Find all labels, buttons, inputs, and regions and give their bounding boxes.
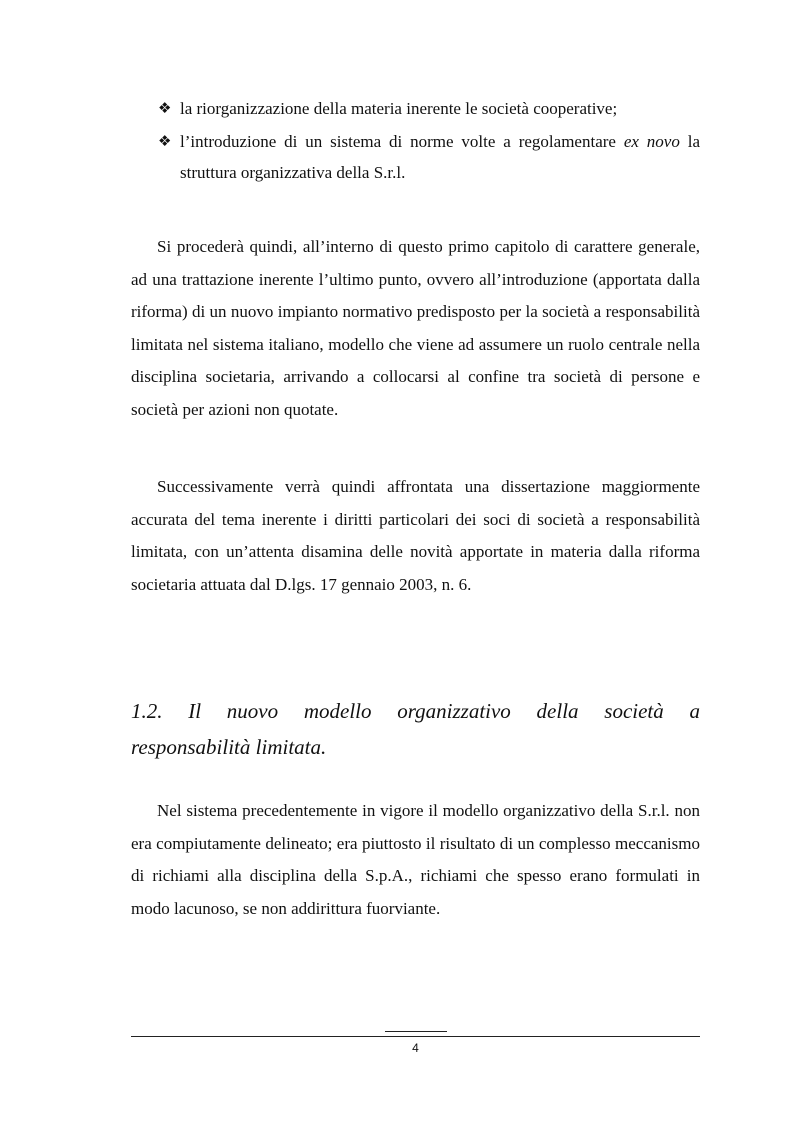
paragraph-successivamente: Successivamente verrà quindi affrontata una dissertazione maggiormente accurata del tema inerente i diritti particolari dei soci di società a responsabilità limitata, con un’attenta disamina delle novità apportate in materia dalla riforma societaria attuata dal D.lgs. 17 gennaio 2003, n. 6. — [131, 477, 700, 594]
footer-short-rule — [385, 1031, 447, 1032]
bullet-text-continued: la struttura organizzativa della S.r.l. — [180, 132, 700, 182]
bullet-text: la riorganizzazione della materia inerente le società cooperative; — [180, 99, 618, 118]
bullet-text: l’introduzione di un sistema di norme volte a regolamentare — [180, 132, 624, 151]
paragraph-sistema: Nel sistema precedentemente in vigore il modello organizzativo della S.r.l. non era compiutamente delineato; era piuttosto il risultato di un complesso meccanismo di richiami alla disciplina della S.p.A., richiami che spesso erano formulati in modo lacunoso, se non addirittura fuorviante. — [131, 801, 700, 918]
bullet-list — [158, 93, 700, 190]
bullet-emphasis: ex novo — [623, 132, 680, 151]
paragraph-intro: Si procederà quindi, all’interno di questo primo capitolo di carattere generale, ad una trattazione inerente l’ultimo punto, ovvero all’introduzione (apportata dalla riforma) di un nuovo impianto normativo predisposto per la società a responsabilità limitata nel sistema italiano, modello che viene ad assumere un ruolo centrale nella disciplina societaria, arrivando a collocarsi al confine tra società di persone e società per azioni non quotate. — [131, 237, 700, 419]
page-number: 4 — [412, 1041, 419, 1055]
section-heading-line1: 1.2. Il nuovo modello organizzativo della società a — [131, 699, 700, 723]
section-heading — [131, 693, 700, 765]
section-heading-line2: responsabilità limitata. — [131, 735, 327, 759]
bullet-item — [158, 93, 700, 124]
diamond-bullet-icon: ❖ — [158, 132, 172, 150]
footer-rule — [131, 1036, 700, 1037]
bullet-item — [158, 126, 700, 188]
diamond-bullet-icon: ❖ — [158, 99, 172, 117]
